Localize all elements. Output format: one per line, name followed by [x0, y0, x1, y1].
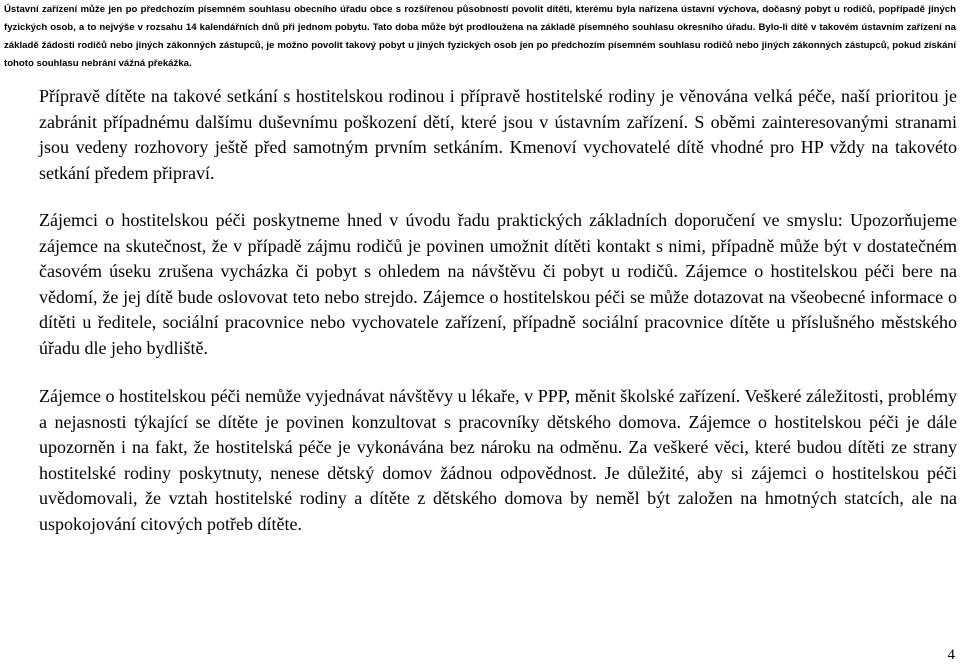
paragraph-preparation: Přípravě dítěte na takové setkání s hostitelskou rodinou i přípravě hostitelské rodiny je věnována velká péče, naší prioritou je zabránit případnému dalšímu duševnímu poškození dětí, které jsou v ústavním zařízení. S oběmi zainteresovanými stranami jsou vedeny rozhovory ještě před samotným prvním setkáním. Kmenoví vychovatelé dítě vhodné pro HP vždy na takovéto setkání předem připraví.: [39, 86, 957, 183]
law-excerpt-text: Ústavní zařízení může jen po předchozím písemném souhlasu obecního úřadu obce s rozšířenou působností povolit dítěti, kterému byla nařízena ústavní výchova, dočasný pobyt u rodičů, popřípadě jiných fyzických osob, a to nejvýše v rozsahu 14 kalendářních dnů při jednom pobytu. Tato doba může být prodloužena na základě písemného souhlasu okresního úřadu. Bylo-li dítě v takovém ústavním zařízení na základě žádosti rodičů nebo jiných zákonných zástupců, je možno povolit takový pobyt u jiných fyzických osob jen po předchozím písemném souhlasu rodičů nebo jiných zákonných zástupců, pokud získání tohoto souhlasu nebrání vážná překážka.: [4, 4, 956, 69]
paragraph-recommendations: Zájemci o hostitelskou péči poskytneme hned v úvodu řadu praktických základních doporučení ve smyslu: Upozorňujeme zájemce na skutečnost, že v případě zájmu rodičů je povinen umožnit dítěti kontakt s nimi, případně může být v dostatečném časovém úseku zrušena vycházka či pobyt s ohledem na návštěvu či pobyt u rodičů. Zájemce o hostitelskou péči bere na vědomí, že jej dítě bude oslovovat teto nebo strejdo. Zájemce o hostitelskou péči se může dotazovat na všeobecné informace o dítěti u ředitele, sociální pracovnice nebo vychovatele zařízení, případně sociální pracovnice dítěte u příslušného městského úřadu dle jeho bydliště.: [39, 210, 957, 358]
paragraph-restrictions: Zájemce o hostitelskou péči nemůže vyjednávat návštěvy u lékaře, v PPP, měnit školské zařízení. Veškeré záležitosti, problémy a nejasnosti týkající se dítěte je povinen konzultovat s pracovníky dětského domova. Zájemce o hostitelskou péči je dále upozorněn i na fakt, že hostitelská péče je vykonávána bez nároku na odměnu. Za veškeré věci, které budou dítěti ze strany hostitelské rodiny poskytnuty, nenese dětský domov žádnou odpovědnost. Je důležité, aby si zájemci o hostitelskou péči uvědomovali, že vztah hostitelské rodiny a dítěte z dětského domova by neměl být založen na hmotných statcích, ale na uspokojování citových potřeb dítěte.: [39, 386, 957, 534]
page-number: 4: [947, 647, 955, 663]
